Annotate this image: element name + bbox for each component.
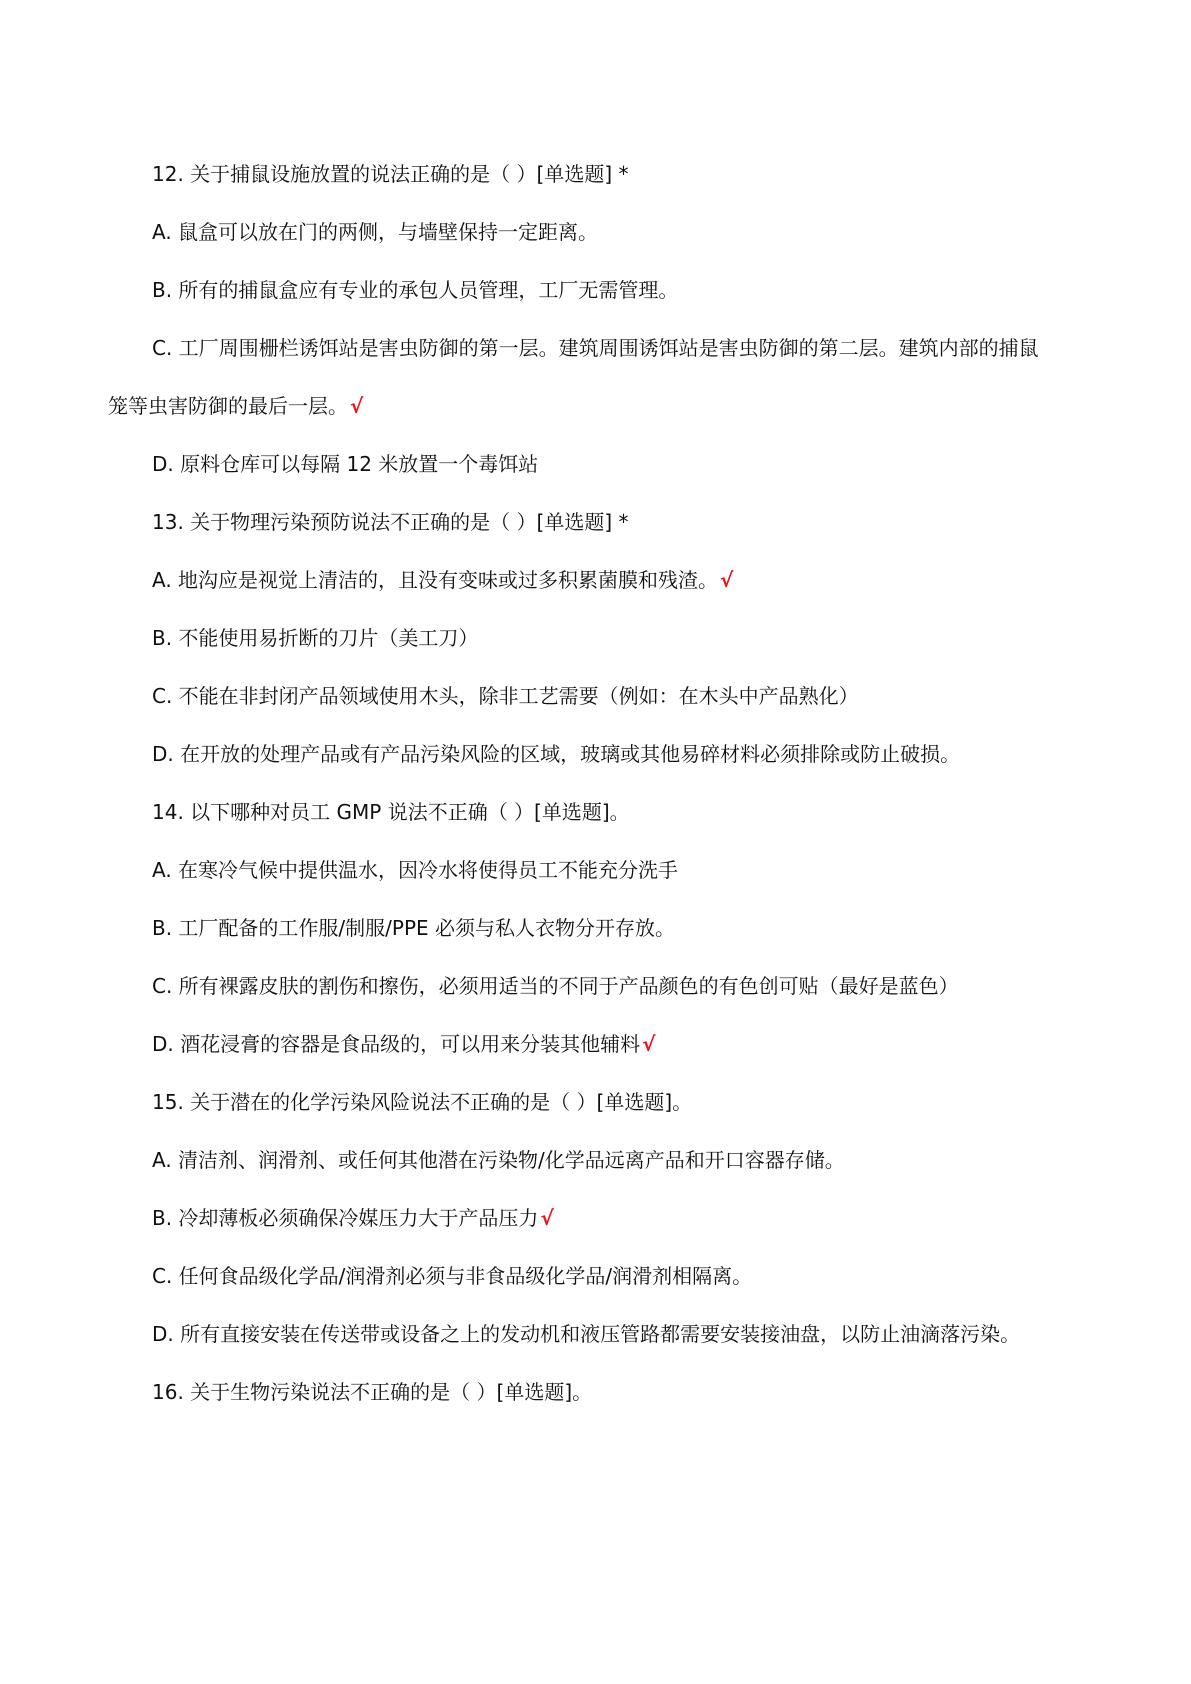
question-13-option-c: C. 不能在非封闭产品领域使用木头，除非工艺需要（例如：在木头中产品熟化） bbox=[152, 684, 859, 708]
question-14-option-d bbox=[152, 1029, 1099, 1059]
question-13-option-d: D. 在开放的处理产品或有产品污染风险的区域，玻璃或其他易碎材料必须排除或防止破损。 bbox=[152, 742, 961, 766]
question-15-option-d: D. 所有直接安装在传送带或设备之上的发动机和液压管路都需要安装接油盘，以防止油滴落污染。 bbox=[152, 1322, 1021, 1346]
correct-answer-check-mark: √ bbox=[540, 1206, 554, 1230]
question-14-option-d-text: D. 酒花浸膏的容器是食品级的，可以用来分装其他辅料 bbox=[152, 1032, 641, 1056]
question-15-option-b bbox=[152, 1203, 1099, 1233]
question-13-option-b: B. 不能使用易折断的刀片（美工刀） bbox=[152, 626, 479, 650]
question-12-option-b: B. 所有的捕鼠盒应有专业的承包人员管理，工厂无需管理。 bbox=[152, 278, 679, 302]
question-14-stem: 14. 以下哪种对员工 GMP 说法不正确（ ）[单选题]。 bbox=[152, 800, 630, 824]
question-13-option-a bbox=[152, 565, 1099, 595]
question-15-option-c: C. 任何食品级化学品/润滑剂必须与非食品级化学品/润滑剂相隔离。 bbox=[152, 1264, 753, 1288]
question-12-option-c-text: 笼等虫害防御的最后一层。 bbox=[108, 394, 348, 418]
question-12-stem: 12. 关于捕鼠设施放置的说法正确的是（ ）[单选题] * bbox=[152, 162, 629, 186]
question-14-option-a: A. 在寒冷气候中提供温水，因冷水将使得员工不能充分洗手 bbox=[152, 858, 679, 882]
question-14-option-b: B. 工厂配备的工作服/制服/PPE 必须与私人衣物分开存放。 bbox=[152, 916, 676, 940]
correct-answer-check-mark: √ bbox=[720, 568, 734, 592]
question-13-option-a-text: A. 地沟应是视觉上清洁的，且没有变味或过多积累菌膜和残渣。 bbox=[152, 568, 719, 592]
question-12-option-c-continued bbox=[108, 391, 1099, 421]
question-13-stem: 13. 关于物理污染预防说法不正确的是（ ）[单选题] * bbox=[152, 510, 629, 534]
question-12-option-c: C. 工厂周围栅栏诱饵站是害虫防御的第一层。建筑周围诱饵站是害虫防御的第二层。建筑内部的捕鼠 bbox=[152, 336, 1039, 360]
question-15-option-b-text: B. 冷却薄板必须确保冷媒压力大于产品压力 bbox=[152, 1206, 539, 1230]
question-15-stem: 15. 关于潜在的化学污染风险说法不正确的是（ ）[单选题]。 bbox=[152, 1090, 693, 1114]
question-15-option-a: A. 清洁剂、润滑剂、或任何其他潜在污染物/化学品远离产品和开口容器存储。 bbox=[152, 1148, 845, 1172]
question-16-stem: 16. 关于生物污染说法不正确的是（ ）[单选题]。 bbox=[152, 1380, 593, 1404]
correct-answer-check-mark: √ bbox=[642, 1032, 656, 1056]
question-12-option-d: D. 原料仓库可以每隔 12 米放置一个毒饵站 bbox=[152, 452, 539, 476]
question-14-option-c: C. 所有裸露皮肤的割伤和擦伤，必须用适当的不同于产品颜色的有色创可贴（最好是蓝色） bbox=[152, 974, 959, 998]
question-12-option-a: A. 鼠盒可以放在门的两侧，与墙壁保持一定距离。 bbox=[152, 220, 599, 244]
correct-answer-check-mark: √ bbox=[350, 394, 364, 418]
